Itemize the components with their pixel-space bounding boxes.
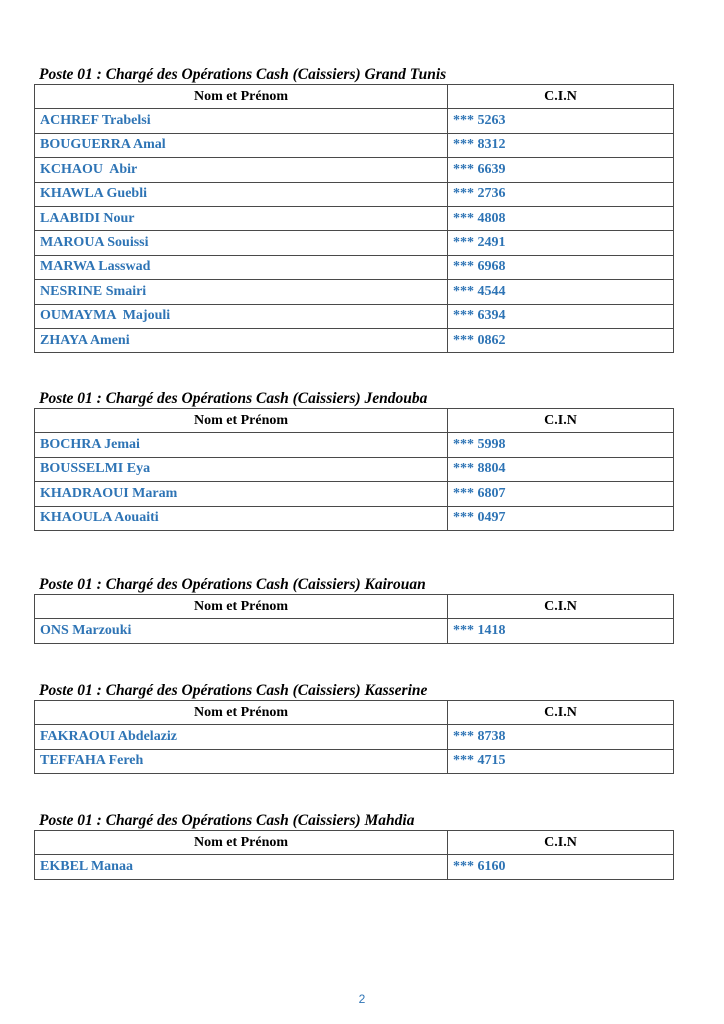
table-row bbox=[35, 182, 674, 206]
header-cin: C.I.N bbox=[448, 85, 674, 109]
candidates-table bbox=[34, 700, 674, 774]
candidate-name: KHADRAOUI Maram bbox=[35, 482, 448, 506]
section-grand-tunis bbox=[34, 66, 673, 353]
section-title: Poste 01 : Chargé des Opérations Cash (Caissiers) Grand Tunis bbox=[39, 66, 447, 83]
table-row bbox=[35, 328, 674, 352]
page-number: 2 bbox=[358, 992, 366, 1006]
candidate-name: KHAOULA Aouaiti bbox=[35, 506, 448, 530]
candidate-cin: *** 0497 bbox=[448, 506, 674, 530]
table-row bbox=[35, 855, 674, 879]
section-kairouan bbox=[34, 576, 673, 644]
candidates-table bbox=[34, 594, 674, 644]
table-row bbox=[35, 255, 674, 279]
candidate-name: LAABIDI Nour bbox=[35, 206, 448, 230]
candidate-name: BOCHRA Jemai bbox=[35, 433, 448, 457]
table-header-row bbox=[35, 831, 674, 855]
candidate-name: BOUGUERRA Amal bbox=[35, 133, 448, 157]
table-header-row bbox=[35, 85, 674, 109]
candidate-cin: *** 6394 bbox=[448, 304, 674, 328]
candidate-name: TEFFAHA Fereh bbox=[35, 749, 448, 773]
candidate-name: OUMAYMA Majouli bbox=[35, 304, 448, 328]
header-cin: C.I.N bbox=[448, 409, 674, 433]
candidate-cin: *** 5998 bbox=[448, 433, 674, 457]
candidate-cin: *** 6639 bbox=[448, 158, 674, 182]
header-name: Nom et Prénom bbox=[35, 85, 448, 109]
table-row bbox=[35, 206, 674, 230]
table-row bbox=[35, 482, 674, 506]
candidate-name: MARWA Lasswad bbox=[35, 255, 448, 279]
candidate-cin: *** 6807 bbox=[448, 482, 674, 506]
table-row bbox=[35, 619, 674, 643]
candidates-table bbox=[34, 84, 674, 353]
candidate-cin: *** 8312 bbox=[448, 133, 674, 157]
table-row bbox=[35, 280, 674, 304]
candidate-name: NESRINE Smairi bbox=[35, 280, 448, 304]
table-header-row bbox=[35, 409, 674, 433]
section-title: Poste 01 : Chargé des Opérations Cash (Caissiers) Mahdia bbox=[39, 812, 415, 829]
table-row bbox=[35, 457, 674, 481]
candidate-name: ZHAYA Ameni bbox=[35, 328, 448, 352]
table-row bbox=[35, 506, 674, 530]
section-title: Poste 01 : Chargé des Opérations Cash (Caissiers) Kasserine bbox=[39, 682, 428, 699]
candidate-name: MAROUA Souissi bbox=[35, 231, 448, 255]
candidate-cin: *** 6160 bbox=[448, 855, 674, 879]
table-row bbox=[35, 231, 674, 255]
table-row bbox=[35, 725, 674, 749]
section-title: Poste 01 : Chargé des Opérations Cash (Caissiers) Jendouba bbox=[39, 390, 428, 407]
candidate-cin: *** 6968 bbox=[448, 255, 674, 279]
table-row bbox=[35, 133, 674, 157]
candidate-cin: *** 8738 bbox=[448, 725, 674, 749]
section-title: Poste 01 : Chargé des Opérations Cash (Caissiers) Kairouan bbox=[39, 576, 426, 593]
candidate-name: ACHREF Trabelsi bbox=[35, 109, 448, 133]
table-row bbox=[35, 433, 674, 457]
candidate-cin: *** 1418 bbox=[448, 619, 674, 643]
candidate-cin: *** 5263 bbox=[448, 109, 674, 133]
candidate-cin: *** 4808 bbox=[448, 206, 674, 230]
table-row bbox=[35, 304, 674, 328]
header-name: Nom et Prénom bbox=[35, 831, 448, 855]
candidates-table bbox=[34, 408, 674, 531]
candidate-name: EKBEL Manaa bbox=[35, 855, 448, 879]
table-row bbox=[35, 158, 674, 182]
header-cin: C.I.N bbox=[448, 831, 674, 855]
header-name: Nom et Prénom bbox=[35, 595, 448, 619]
candidate-cin: *** 4544 bbox=[448, 280, 674, 304]
section-jendouba bbox=[34, 390, 673, 531]
candidate-name: ONS Marzouki bbox=[35, 619, 448, 643]
header-name: Nom et Prénom bbox=[35, 701, 448, 725]
section-kasserine bbox=[34, 682, 673, 774]
table-row bbox=[35, 749, 674, 773]
table-header-row bbox=[35, 595, 674, 619]
header-cin: C.I.N bbox=[448, 701, 674, 725]
candidate-name: BOUSSELMI Eya bbox=[35, 457, 448, 481]
table-header-row bbox=[35, 701, 674, 725]
table-row bbox=[35, 109, 674, 133]
candidates-table bbox=[34, 830, 674, 880]
candidate-cin: *** 8804 bbox=[448, 457, 674, 481]
candidate-name: KHAWLA Guebli bbox=[35, 182, 448, 206]
candidate-cin: *** 2736 bbox=[448, 182, 674, 206]
section-mahdia bbox=[34, 812, 673, 880]
header-cin: C.I.N bbox=[448, 595, 674, 619]
candidate-cin: *** 4715 bbox=[448, 749, 674, 773]
candidate-name: FAKRAOUI Abdelaziz bbox=[35, 725, 448, 749]
header-name: Nom et Prénom bbox=[35, 409, 448, 433]
candidate-cin: *** 2491 bbox=[448, 231, 674, 255]
candidate-cin: *** 0862 bbox=[448, 328, 674, 352]
candidate-name: KCHAOU Abir bbox=[35, 158, 448, 182]
